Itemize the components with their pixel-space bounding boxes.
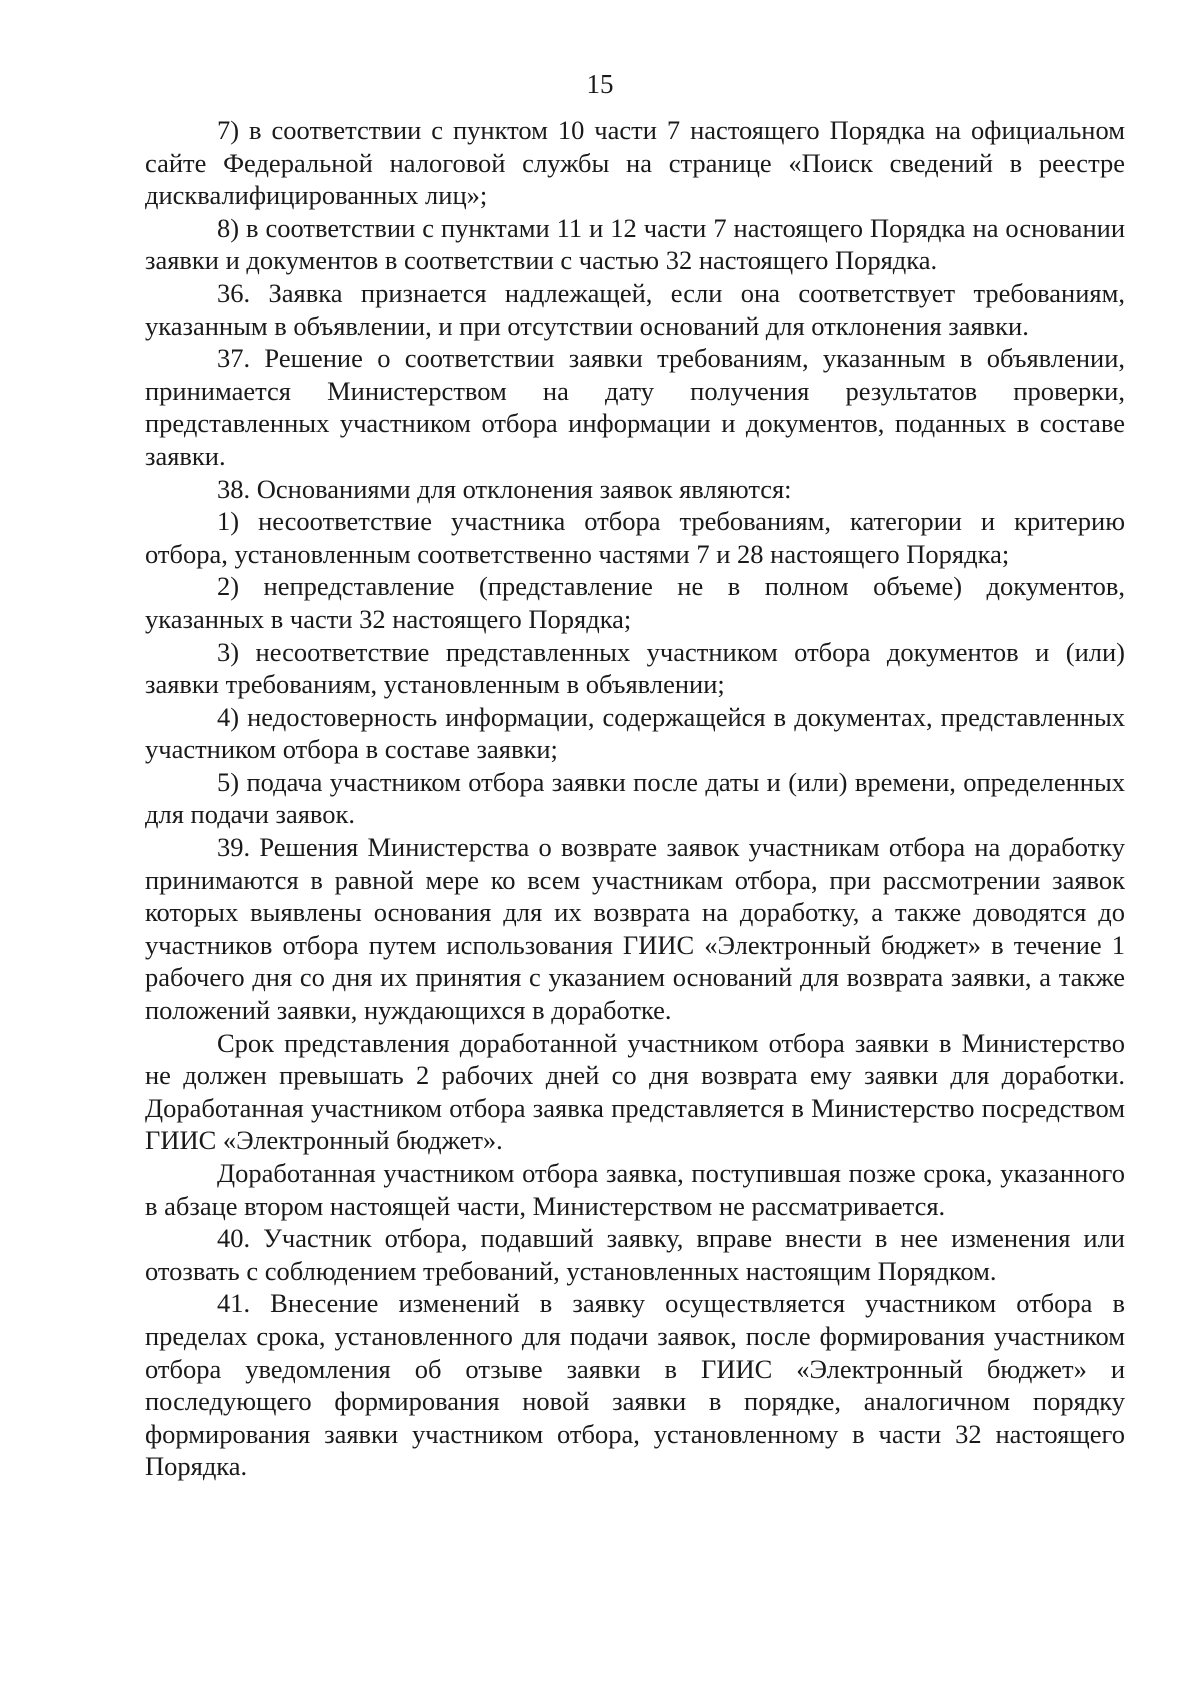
- paragraph-38-item-3: 3) несоответствие представленных участником отбора документов и (или) заявки требованиям, установленным в объявлении;: [145, 636, 1125, 700]
- paragraph-item-8: 8) в соответствии с пунктами 11 и 12 части 7 настоящего Порядка на основании заявки и документов в соответствии с частью 32 настоящего Порядка.: [145, 212, 1125, 276]
- paragraph-38: 38. Основаниями для отклонения заявок являются:: [217, 473, 792, 504]
- paragraph-38-item-5: 5) подача участником отбора заявки после даты и (или) времени, определенных для подачи заявок.: [145, 766, 1125, 830]
- page-number: 15: [586, 69, 614, 99]
- paragraph-37: 37. Решение о соответствии заявки требованиям, указанным в объявлении, принимается Министерством на дату получения результатов проверки, представленных участником отбора информации и документов, поданных в составе заявки.: [145, 343, 1125, 471]
- paragraph-39: 39. Решения Министерства о возврате заявок участникам отбора на доработку принимаются в равной мере ко всем участникам отбора, при рассмотрении заявок которых выявлены основания для их возврата на доработку, а также доводятся до участников отбора путем использования ГИИС «Электронный бюджет» в течение 1 рабочего дня со дня их принятия с указанием оснований для возврата заявки, а также положений заявки, нуждающихся в доработке.: [145, 832, 1125, 1026]
- paragraph-38-item-1: 1) несоответствие участника отбора требованиям, категории и критерию отбора, установленным соответственно частями 7 и 28 настоящего Порядка;: [145, 506, 1125, 569]
- paragraph-36: 36. Заявка признается надлежащей, если она соответствует требованиям, указанным в объявлении, и при отсутствии оснований для отклонения заявки.: [145, 277, 1125, 341]
- paragraph-40: 40. Участник отбора, подавший заявку, вправе внести в нее изменения или отозвать с соблюдением требований, установленных настоящим Порядком.: [145, 1223, 1125, 1286]
- paragraph-38-item-4: 4) недостоверность информации, содержащейся в документах, представленных участником отбора в составе заявки;: [145, 701, 1125, 765]
- document-body: [145, 114, 1125, 1483]
- paragraph-39-late: Доработанная участником отбора заявка, поступившая позже срока, указанного в абзаце втором настоящей части, Министерством не рассматривается.: [145, 1158, 1125, 1221]
- paragraph-38-item-2: 2) непредставление (представление не в полном объеме) документов, указанных в части 32 настоящего Порядка;: [145, 571, 1125, 634]
- paragraph-39-deadline: Срок представления доработанной участником отбора заявки в Министерство не должен превышать 2 рабочих дней со дня возврата ему заявки для доработки. Доработанная участником отбора заявка представляется в Министерство посредством ГИИС «Электронный бюджет».: [145, 1027, 1125, 1156]
- paragraph-item-7: 7) в соответствии с пунктом 10 части 7 настоящего Порядка на официальном сайте Федеральной налоговой службы на странице «Поиск сведений в реестре дисквалифицированных лиц»;: [145, 115, 1125, 211]
- paragraph-41: 41. Внесение изменений в заявку осуществляется участником отбора в пределах срока, установленного для подачи заявок, после формирования участником отбора уведомления об отзыве заявки в ГИИС «Электронный бюджет» и последующего формирования новой заявки в порядке, аналогичном порядку формирования заявки участником отбора, установленному в части 32 настоящего Порядка.: [145, 1288, 1125, 1482]
